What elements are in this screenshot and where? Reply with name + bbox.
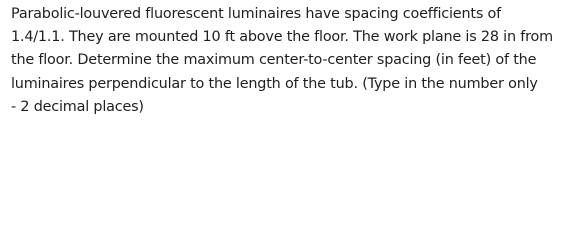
question-line: the floor. Determine the maximum center-to-center spacing (in feet) of the bbox=[11, 52, 537, 69]
question-line: luminaires perpendicular to the length of the tub. (Type in the number only bbox=[11, 75, 538, 92]
question-text bbox=[11, 3, 563, 119]
question-line: 1.4/1.1. They are mounted 10 ft above the floor. The work plane is 28 in from bbox=[11, 29, 553, 46]
question-line: - 2 decimal places) bbox=[11, 98, 144, 115]
question-line: Parabolic-louvered fluorescent luminaires have spacing coefficients of bbox=[11, 6, 501, 22]
